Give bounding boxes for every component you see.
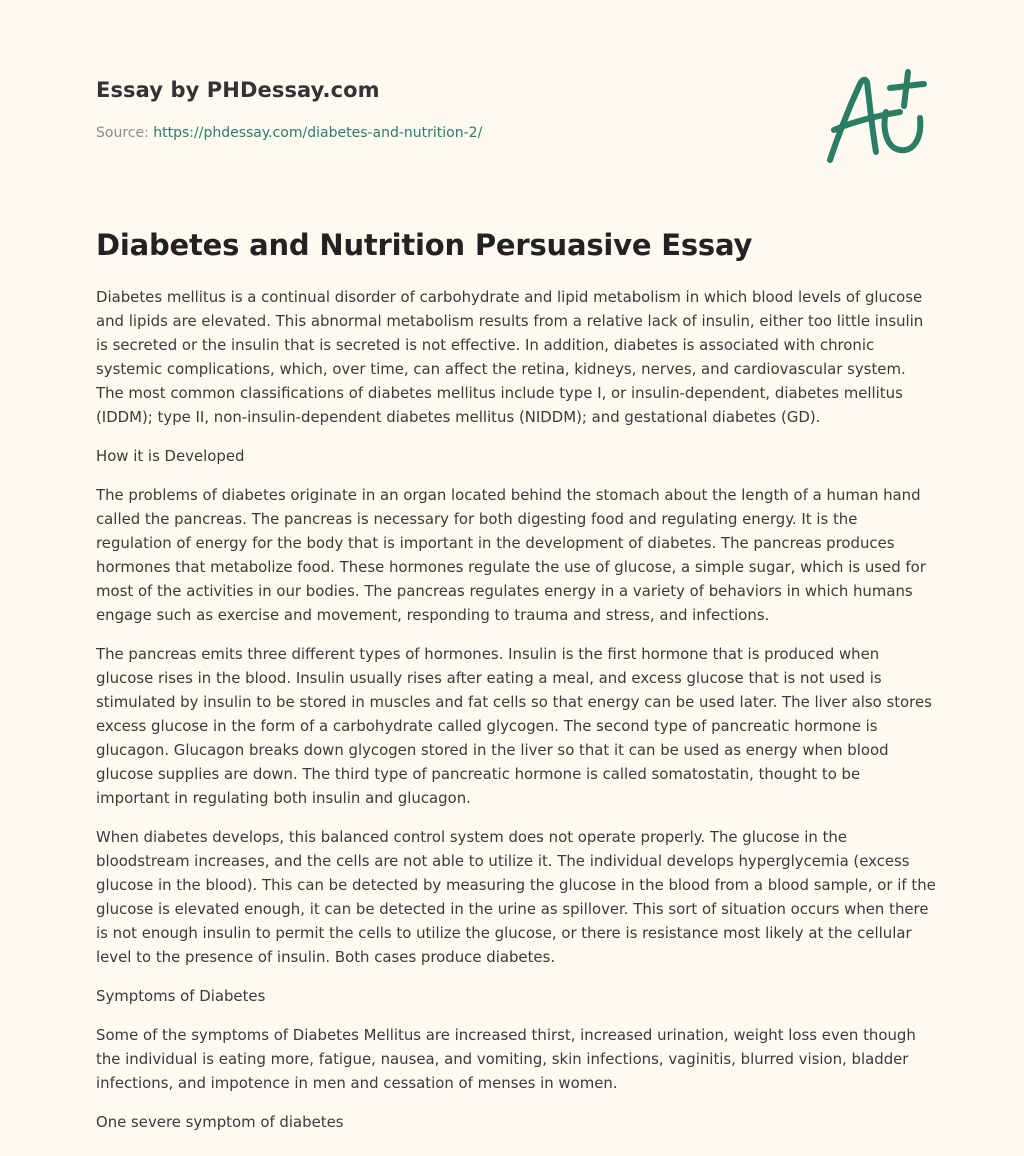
site-brand: Essay by PHDessay.com bbox=[96, 78, 380, 102]
subheading-development: How it is Developed bbox=[96, 447, 245, 465]
source-link[interactable]: https://phdessay.com/diabetes-and-nutrition-2/ bbox=[153, 125, 483, 141]
page-header bbox=[96, 76, 796, 142]
essay-body bbox=[96, 285, 936, 1149]
paragraph-hormones: The pancreas emits three different types of hormones. Insulin is the first hormone that is produced when glucose rises in the blood. Insulin usually rises after eating a meal, and excess glucose that is not used is stimulated by insulin to be stored in muscles and fat cells so that energy can be used later. The liver also stores excess glucose in the form of a carbohydrate called glycogen. The second type of pancreatic hormone is glucagon. Glucagon breaks down glycogen stored in the liver so that it can be used as energy when blood glucose supplies are down. The third type of pancreatic hormone is called somatostatin, thought to be important in regulating both insulin and glucagon. bbox=[96, 645, 932, 807]
subheading-symptoms: Symptoms of Diabetes bbox=[96, 987, 266, 1005]
paragraph-control-system: When diabetes develops, this balanced control system does not operate properly. The glucose in the bloodstream increases, and the cells are not able to utilize it. The individual develops hyperglycemia (excess glucose in the blood). This can be detected by measuring the glucose in the blood from a blood sample, or if the glucose is elevated enough, it can be detected in the urine as spillover. This sort of situation occurs when there is not enough insulin to permit the cells to utilize the glucose, or there is resistance most likely at the cellular level to the presence of insulin. Both cases produce diabetes. bbox=[96, 828, 936, 966]
paragraph-severe-symptom: One severe symptom of diabetes bbox=[96, 1113, 344, 1131]
source-line bbox=[96, 124, 796, 142]
source-label: Source: bbox=[96, 125, 154, 141]
a-plus-logo-icon bbox=[820, 66, 930, 166]
paragraph-symptoms: Some of the symptoms of Diabetes Mellitus are increased thirst, increased urination, weight loss even though the individual is eating more, fatigue, nausea, and vomiting, skin infections, vaginitis, blurred vision, bladder infections, and impotence in men and cessation of menses in women. bbox=[96, 1026, 916, 1092]
essay-title: Diabetes and Nutrition Persuasive Essay bbox=[96, 228, 753, 262]
paragraph-intro: Diabetes mellitus is a continual disorder of carbohydrate and lipid metabolism in which blood levels of glucose and lipids are elevated. This abnormal metabolism results from a relative lack of insulin, either too little insulin is secreted or the insulin that is secreted is not effective. In addition, diabetes is associated with chronic systemic complications, which, over time, can affect the retina, kidneys, nerves, and cardiovascular system. The most common classifications of diabetes mellitus include type I, or insulin-dependent, diabetes mellitus (IDDM); type II, non-insulin-dependent diabetes mellitus (NIDDM); and gestational diabetes (GD). bbox=[96, 288, 924, 426]
paragraph-pancreas: The problems of diabetes originate in an organ located behind the stomach about the length of a human hand called the pancreas. The pancreas is necessary for both digesting food and regulating energy. It is the regulation of energy for the body that is important in the development of diabetes. The pancreas produces hormones that metabolize food. These hormones regulate the use of glucose, a simple sugar, which is used for most of the activities in our bodies. The pancreas regulates energy in a variety of behaviors in which humans engage such as exercise and movement, responding to trauma and stress, and infections. bbox=[96, 486, 926, 624]
